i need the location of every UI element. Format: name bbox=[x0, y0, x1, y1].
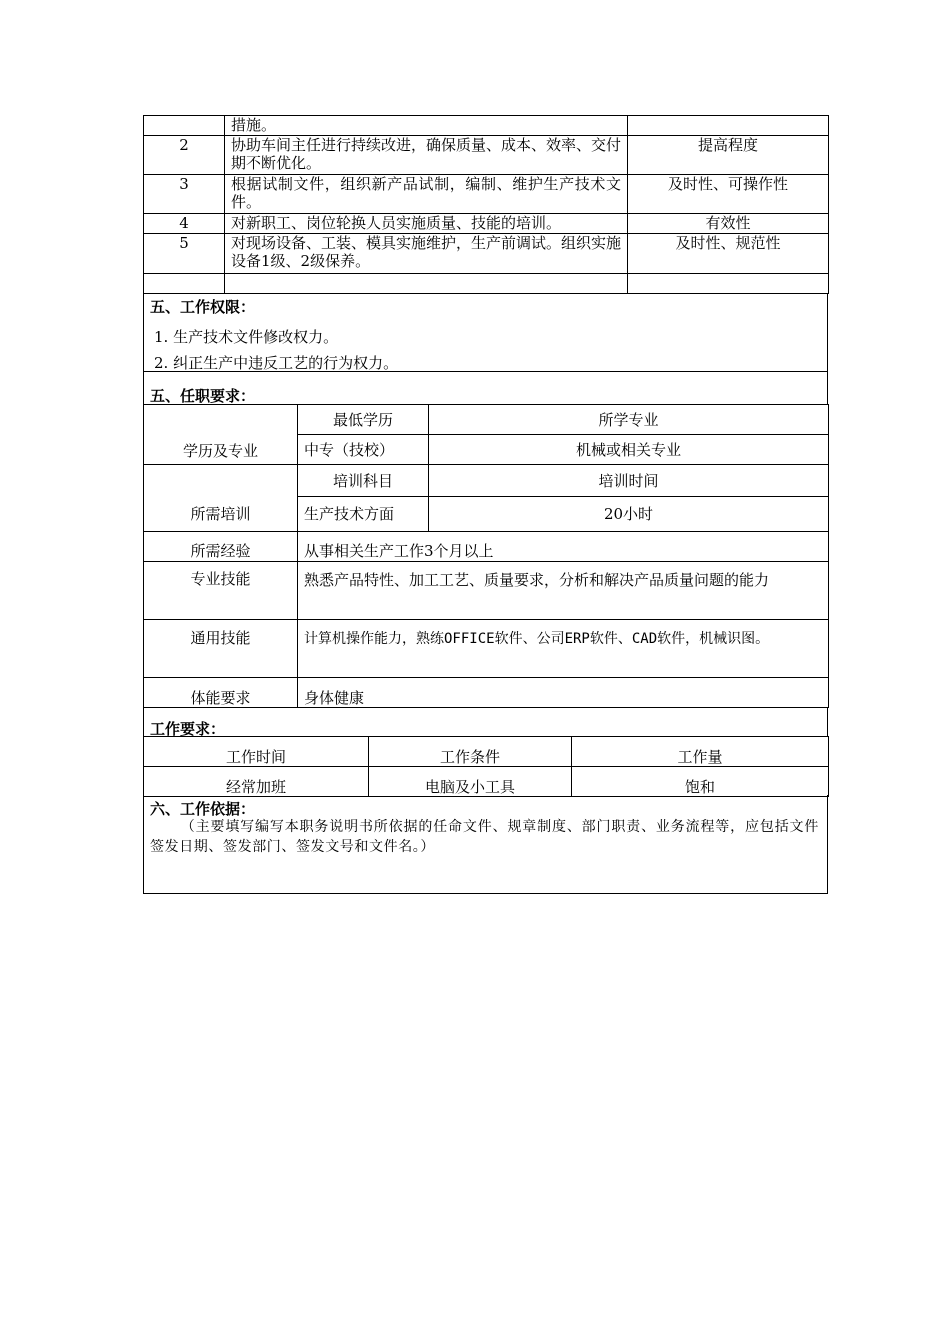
row-metric: 及时性、可操作性 bbox=[628, 175, 829, 214]
work-time-header: 工作时间 bbox=[144, 737, 369, 767]
row-number: 4 bbox=[144, 214, 225, 234]
table-row bbox=[144, 175, 829, 214]
row-metric: 有效性 bbox=[628, 214, 829, 234]
training-time-value: 20小时 bbox=[429, 497, 829, 532]
physical-value: 身体健康 bbox=[298, 678, 829, 708]
row-number: 2 bbox=[144, 136, 225, 175]
row-duty: 措施。 bbox=[225, 116, 628, 136]
general-skill-label: 通用技能 bbox=[144, 620, 298, 678]
authority-section bbox=[143, 293, 828, 372]
row-metric bbox=[628, 116, 829, 136]
row-metric: 提高程度 bbox=[628, 136, 829, 175]
row-number: 3 bbox=[144, 175, 225, 214]
work-condition-value: 电脑及小工具 bbox=[369, 767, 572, 797]
training-subject-value: 生产技术方面 bbox=[298, 497, 429, 532]
row-duty bbox=[225, 274, 628, 294]
authority-item: 1. 生产技术文件修改权力。 bbox=[154, 328, 339, 346]
row-metric bbox=[628, 274, 829, 294]
education-header-major: 所学专业 bbox=[429, 405, 829, 435]
basis-heading: 六、工作依据： bbox=[150, 800, 256, 818]
row-duty: 根据试制文件，组织新产品试制，编制、维护生产技术文件。 bbox=[225, 175, 628, 214]
workload-header: 工作量 bbox=[572, 737, 829, 767]
experience-value: 从事相关生产工作3个月以上 bbox=[298, 532, 829, 562]
qualifications-heading: 五、任职要求： bbox=[143, 372, 828, 405]
table-row bbox=[144, 136, 829, 175]
training-header-time: 培训时间 bbox=[429, 465, 829, 497]
work-requirements-heading: 工作要求： bbox=[143, 707, 828, 737]
responsibility-table bbox=[143, 115, 829, 294]
row-number bbox=[144, 116, 225, 136]
experience-label: 所需经验 bbox=[144, 532, 298, 562]
basis-section bbox=[143, 795, 828, 894]
general-skill-value: 计算机操作能力，熟练OFFICE软件、公司ERP软件、CAD软件，机械识图。 bbox=[298, 620, 829, 678]
education-header-min: 最低学历 bbox=[298, 405, 429, 435]
row-duty: 协助车间主任进行持续改进，确保质量、成本、效率、交付期不断优化。 bbox=[225, 136, 628, 175]
row-number bbox=[144, 274, 225, 294]
row-metric: 及时性、规范性 bbox=[628, 234, 829, 274]
authority-heading: 五、工作权限： bbox=[150, 298, 256, 316]
authority-item: 2. 纠正生产中违反工艺的行为权力。 bbox=[154, 354, 399, 372]
education-major-value: 机械或相关专业 bbox=[429, 435, 829, 465]
training-label: 所需培训 bbox=[144, 465, 298, 532]
training-header-subject: 培训科目 bbox=[298, 465, 429, 497]
basis-text: （主要填写编写本职务说明书所依据的任命文件、规章制度、部门职责、业务流程等，应包括文件签发日期、签发部门、签发文号和文件名。） bbox=[150, 819, 819, 855]
qualifications-table bbox=[143, 404, 829, 708]
workload-value: 饱和 bbox=[572, 767, 829, 797]
row-duty: 对新职工、岗位轮换人员实施质量、技能的培训。 bbox=[225, 214, 628, 234]
work-requirements-table bbox=[143, 736, 829, 797]
table-row bbox=[144, 214, 829, 234]
work-condition-header: 工作条件 bbox=[369, 737, 572, 767]
skill-value: 熟悉产品特性、加工工艺、质量要求，分析和解决产品质量问题的能力 bbox=[298, 562, 829, 620]
skill-label: 专业技能 bbox=[144, 562, 298, 620]
table-row bbox=[144, 274, 829, 294]
table-row bbox=[144, 234, 829, 274]
physical-label: 体能要求 bbox=[144, 678, 298, 708]
education-label: 学历及专业 bbox=[144, 405, 298, 465]
table-row bbox=[144, 116, 829, 136]
row-number: 5 bbox=[144, 234, 225, 274]
row-duty: 对现场设备、工装、模具实施维护，生产前调试。组织实施设备1级、2级保养。 bbox=[225, 234, 628, 274]
work-time-value: 经常加班 bbox=[144, 767, 369, 797]
education-min-value: 中专（技校） bbox=[298, 435, 429, 465]
